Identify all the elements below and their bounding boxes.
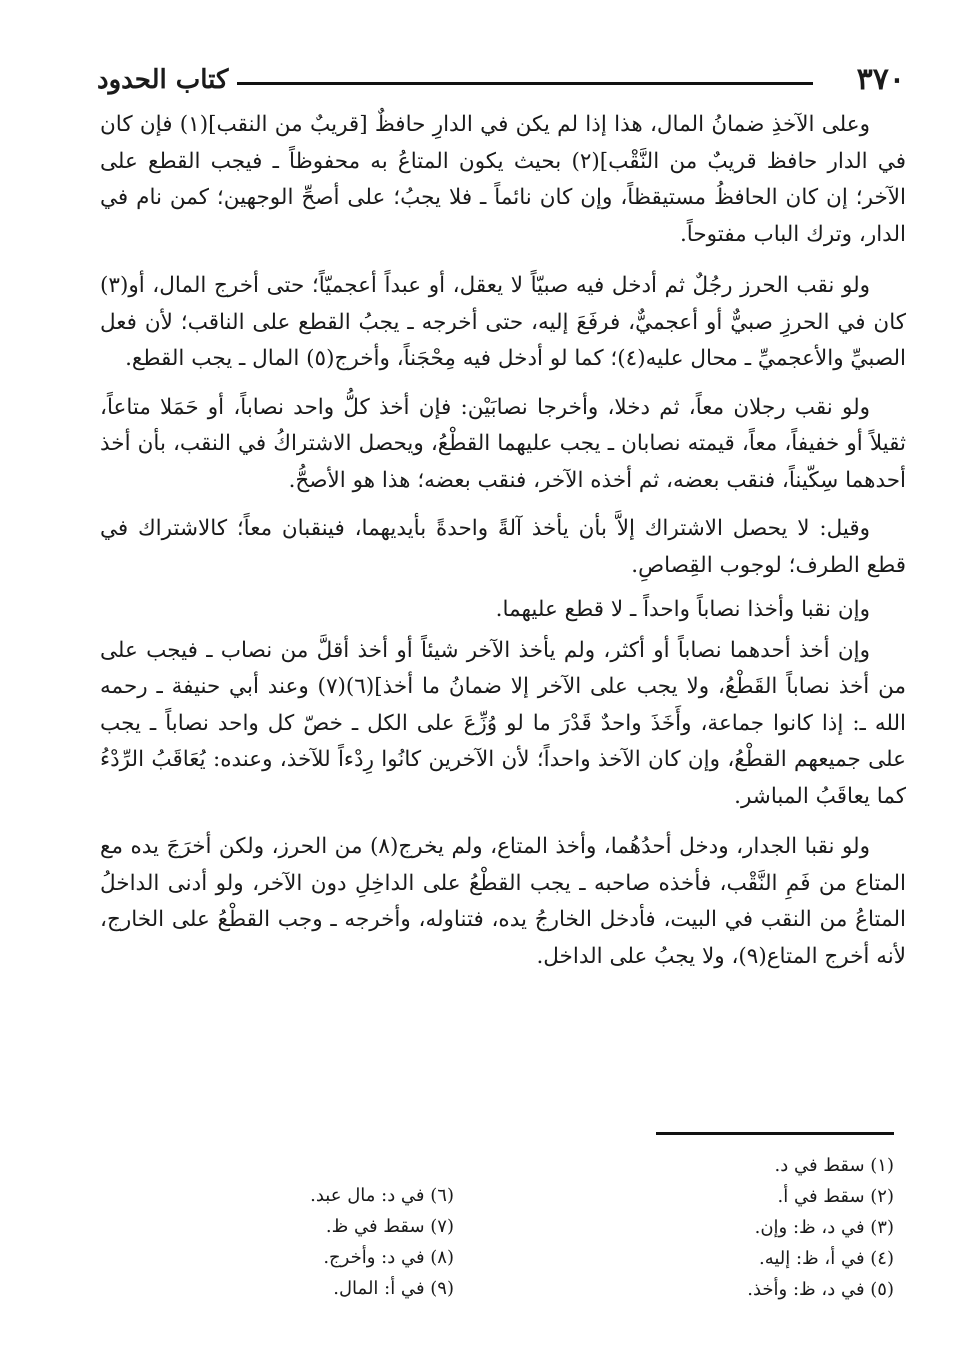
footnote: (٥) في د، ظ: وأخذ. [747,1279,894,1300]
paragraph: وإن نقبا وأخذا نصاباً واحداً ـ لا قطع عليهما. [495,597,870,622]
footnote: (٤) في أ، ظ: إليه. [758,1248,894,1269]
footnote: (٣) في د، ظ: وإن. [754,1217,894,1238]
main-text [100,107,906,975]
footnote: (٩) في أ: المال. [333,1278,454,1299]
paragraph: وقيل: لا يحصل الاشتراك إلاَّ بأن يأخذ آلةً واحدةً بأيديهما، فينقبان معاً؛ كالاشتراك في قطع الطرف؛ لوجوب القِصاصِ. [100,516,906,578]
footnote: (٦) في د: مال عبد. [310,1185,454,1206]
footnote-separator [656,1132,894,1135]
paragraph: وعلى الآخذِ ضمانُ المال، هذا إذا لم يكن في الدارِ حافظٌ [قريبٌ من النقب](١) فإن كان في الدار حافظ قريبٌ من النَّقْب](٢) بحيث يكون المتاعُ به محفوظاً ـ فيجب القطع على الآخر؛ إن كان الحافظُ مستيقظاً، وإن كان نائماً ـ فلا يجبُ؛ على أصحِّ الوجهين؛ كمن نام في الدار، وترك الباب مفتوحاً. [100,112,906,247]
header-rule [237,82,813,85]
footnote: (٨) في د: وأخرج. [323,1247,454,1268]
page-number: ٣٧٠ [856,62,905,97]
footnote: (١) سقط في د. [774,1155,894,1176]
book-title: كتاب الحدود [97,65,229,95]
paragraph: وإن أخذ أحدهما نصاباً أو أكثر، ولم يأخذ الآخر شيئاً أو أخذ أقلَّ من نصاب ـ فيجب على من أخذ نصاباً القَطْعُ، ولا يجب على الآخر إلا ضمانُ ما أخذ](٦)(٧) وعند أبي حنيفة ـ رحمه الله ـ: إذا كانوا جماعة، وأَخَذَ واحدٌ قَدْرَ ما لو وُزِّعَ على الكل ـ خصّ كل واحد نصاباً ـ يجب على جميعهم القطْعُ، وإن كان الآخذ واحداً؛ لأن الآخرين كانُوا رِدْءاً للآخذ، وعنده: يُعَاقَبُ الرِّدْءُ كما يعاقَبُ المباشر. [100,637,906,809]
page-header [97,60,905,100]
paragraph: ولو نقبا الجدار، ودخل أحدُهُما، وأخذ المتاع، ولم يخرج(٨) من الحرز، ولكن أخرَجَ يده مع المتاع من فَمِ النَّقْب، فأخذه صاحبه ـ يجب القطْعُ على الداخِلِ دون الآخر، ولو أدنى الداخلُ المتاعُ من النقب في البيت، فأدخل الخارجُ يده، فتناوله، وأخرجه ـ وجب القطْعُ على الخارج، لأنه أخرج المتاع(٩)، ولا يجبُ على الداخل. [100,834,906,969]
footnote: (٧) سقط في ظ. [325,1216,454,1237]
paragraph: ولو نقب الحرز رجُلٌ ثم أدخل فيه صبيّاً لا يعقل، أو عبداً أعجميّاً؛ حتى أخرج المال، أو(٣) كان في الحرزِ صبيٌّ أو أعجميٌّ، فرفَعَ إليه، حتى أخرجه ـ يجبُ القطع على الناقب؛ لأن فعل الصبيِّ والأعجميِّ ـ محال عليه(٤)؛ كما لو أدخل فيه مِحْجَناً، وأخرج(٥) المال ـ يجب القطع. [100,273,906,371]
paragraph: ولو نقب رجلان معاً، ثم دخلا، وأخرجا نصابَيْن: فإن أخذ كلُّ واحد نصاباً، أو حَمَلا متاعاً، ثقيلاً أو خفيفاً، معاً، قيمته نصابان ـ يجب عليهما القطْعُ، ويحصل الاشتراكُ في النقب، بأن أخذ أحدهما سِكّيناً، فنقب بعضه، ثم أخذه الآخر، فنقب بعضه؛ هذا هو الأصحُّ. [100,394,906,493]
footnote: (٢) سقط في أ. [777,1186,894,1207]
footnotes-column-right [594,1150,894,1305]
footnotes-column-left [174,1180,454,1304]
